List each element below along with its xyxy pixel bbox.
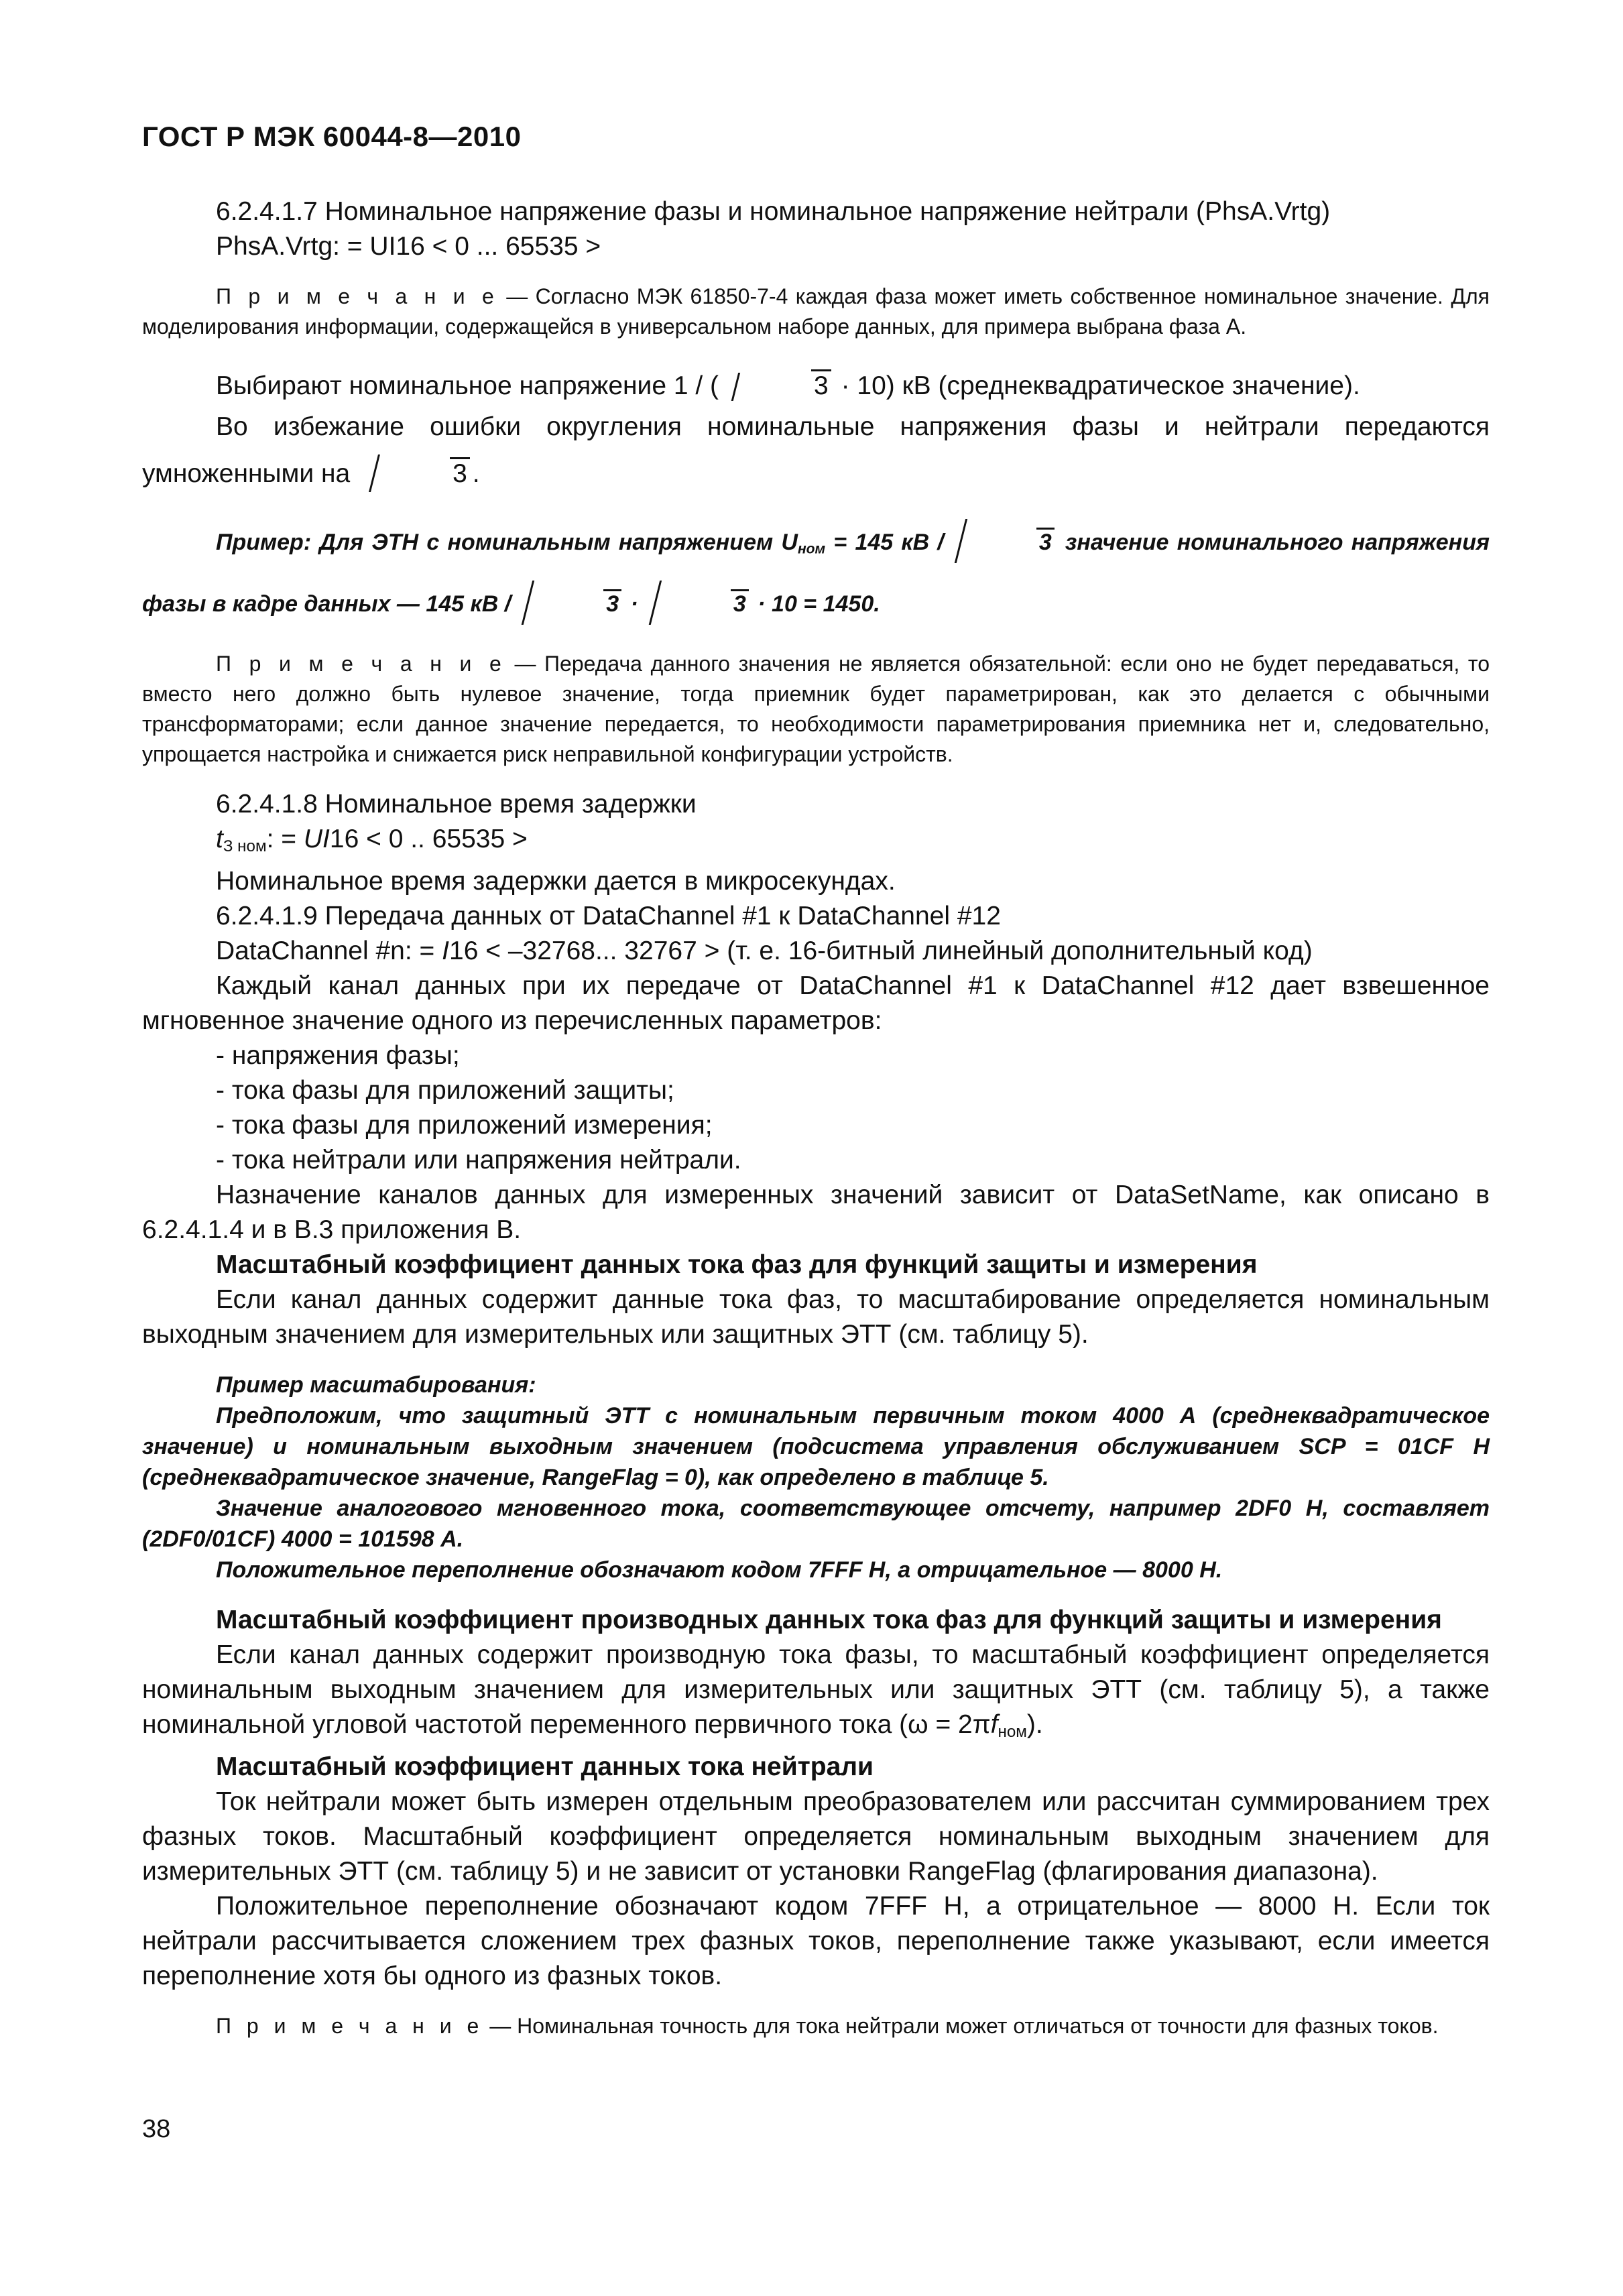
subscript: З ном: [223, 837, 267, 856]
text-run: Выбирают номинальное напряжение 1 / (: [216, 371, 719, 400]
example-scaling-p2: Значение аналогового мгновенного тока, соответствующее отсчету, например 2DF0 H, составляет (2DF0/01CF) 4000 = 101598 А.: [142, 1496, 1490, 1553]
note-label: П р и м е ч а н и е: [216, 284, 499, 308]
scale-derivative-text: [142, 1638, 1490, 1750]
text-run: I: [442, 936, 449, 966]
text-run: t: [216, 825, 223, 854]
text-run: Во избежание ошибки округления номинальные напряжения фазы и нейтрали передаются умноженными на: [142, 412, 1490, 488]
subscript: ном: [998, 1723, 1027, 1742]
text-run: ).: [1026, 1710, 1043, 1740]
list-item: - тока фазы для приложений измерения;: [216, 1111, 713, 1140]
text-run: ·: [624, 591, 638, 617]
sqrt-symbol: [641, 577, 749, 631]
sqrt-radicand: 3: [1036, 528, 1055, 555]
example-scaling-title: Пример масштабирования:: [216, 1372, 536, 1398]
text-run: f: [990, 1710, 998, 1740]
text-run: значение номинального напряжения фазы в кадре данных — 145 кВ /: [142, 530, 1490, 617]
section-title-6-2-4-1-9: 6.2.4.1.9 Передача данных от DataChannel #1 к DataChannel #12: [216, 902, 1001, 931]
datachannel-description: Каждый канал данных при их передаче от DataChannel #1 к DataChannel #12 дает взвешенное мгновенное значение одного из перечисленных параметров:: [142, 971, 1490, 1036]
text-run: 16 < 0 .. 65535 >: [329, 825, 528, 854]
section-title-6-2-4-1-8: 6.2.4.1.8 Номинальное время задержки: [216, 790, 697, 819]
paragraph-nominal-voltage: [142, 369, 1490, 404]
note-text: — Передача данного значения не является обязательной: если оно не будет передаваться, то вместо него должно быть нулевое значение, тогда приемник будет параметрирован, как это делается с обычными трансформаторами; если данное значение передается, то необходимости параметрирования приемника нет и, следовательно, упрощается настройка и снижается риск неправильной конфигурации устройств.: [142, 652, 1490, 767]
example-scaling-p3: Положительное переполнение обозначают кодом 7FFF H, а отрицательное — 8000 H.: [216, 1557, 1223, 1583]
sqrt-radicand: 3: [811, 369, 831, 400]
channel-assignment: Назначение каналов данных для измеренных значений зависит от DataSetName, как описано в 6.2.4.1.4 и в В.3 приложения В.: [142, 1181, 1490, 1245]
text-run: Пример: Для ЭТН с номинальным напряжением U: [216, 530, 798, 555]
note-text: — Номинальная точность для тока нейтрали может отличаться от точности для фазных токов.: [483, 2014, 1439, 2039]
text-run: .: [472, 459, 480, 488]
list-item: - тока нейтрали или напряжения нейтрали.: [216, 1146, 741, 1175]
note-3: [142, 2011, 1490, 2041]
sqrt-symbol: [514, 577, 621, 631]
heading-scale-neutral: Масштабный коэффициент данных тока нейтрали: [216, 1752, 874, 1782]
scale-phase-text: Если канал данных содержит данные тока фаз, то масштабирование определяется номинальным выходным значением для измерительных или защитных ЭТТ (см. таблицу 5).: [142, 1285, 1490, 1349]
text-run: : =: [266, 825, 304, 854]
scale-neutral-text-1: Ток нейтрали может быть измерен отдельным преобразователем или рассчитан суммированием трех фазных токов. Масштабный коэффициент определяется номинальным выходным значением для измерительных ЭТТ (см. таблицу 5) и не зависит от установки RangeFlag (флагирования диапазона).: [142, 1787, 1490, 1886]
note-2: [142, 649, 1490, 770]
note-text: — Согласно МЭК 61850-7-4 каждая фаза может иметь собственное номинальное значение. Для моделирования информации, содержащейся в универсальном наборе данных, для примера выбрана фаза А.: [142, 284, 1490, 339]
list-item: - тока фазы для приложений защиты;: [216, 1076, 674, 1105]
paragraph-rounding: [142, 404, 1490, 497]
subscript: ном: [797, 541, 826, 557]
sqrt-symbol: [360, 450, 470, 497]
page-content: [142, 194, 1490, 2041]
delay-description: Номинальное время задержки дается в микросекундах.: [216, 867, 896, 896]
example-scaling-p1: Предположим, что защитный ЭТТ с номинальным первичным током 4000 А (среднеквадратическое значение) и номинальным выходным значением (подсистема управления обслуживанием SCP = 01CF H (среднеквадратическое значение, RangeFlag = 0), как определено в таблице 5.: [142, 1403, 1490, 1491]
page-number: 38: [142, 2115, 171, 2143]
sqrt-symbol: [721, 369, 831, 404]
formula-phsa-vrtg: PhsA.Vrtg: = UI16 < 0 ... 65535 >: [216, 232, 601, 261]
text-run: · 10) кВ (среднеквадратическое значение).: [833, 371, 1360, 400]
heading-scale-phase: Масштабный коэффициент данных тока фаз для функций защиты и измерения: [216, 1250, 1258, 1280]
text-run: DataChannel #n: =: [216, 936, 442, 966]
text-run: 16 < –32768... 32767 > (т. е. 16-битный линейный дополнительный код): [449, 936, 1313, 966]
sqrt-symbol: [947, 515, 1055, 570]
note-label: П р и м е ч а н и е: [216, 652, 506, 676]
sqrt-radicand: 3: [603, 589, 621, 617]
text-run: · 10 = 1450.: [751, 591, 880, 617]
text-run: Если канал данных содержит производную тока фазы, то масштабный коэффициент определяется номинальным выходным значением для измерительных или защитных ЭТТ (см. таблицу 5), а также номинальной угловой частотой переменного первичного тока (ω = 2π: [142, 1640, 1490, 1740]
sqrt-radicand: 3: [450, 457, 470, 488]
formula-datachannel: [142, 934, 1490, 969]
example-voltage: [142, 515, 1490, 631]
text-run: UI: [303, 825, 330, 854]
heading-scale-derivative: Масштабный коэффициент производных данных тока фаз для функций защиты и измерения: [216, 1606, 1442, 1635]
sqrt-radicand: 3: [731, 589, 749, 617]
standard-header: ГОСТ Р МЭК 60044-8—2010: [142, 121, 522, 152]
section-title-6-2-4-1-7: 6.2.4.1.7 Номинальное напряжение фазы и номинальное напряжение нейтрали (PhsA.Vrtg): [216, 197, 1331, 226]
note-1: [142, 282, 1490, 342]
list-item: - напряжения фазы;: [216, 1041, 460, 1071]
text-run: = 145 кВ /: [825, 530, 944, 555]
formula-delay: [142, 822, 1490, 864]
note-label: П р и м е ч а н и е: [216, 2014, 484, 2039]
scale-neutral-text-2: Положительное переполнение обозначают кодом 7FFF H, а отрицательное — 8000 H. Если ток нейтрали рассчитывается сложением трех фазных токов, переполнение также указывают, если имеется переполнение хотя бы одного из фазных токов.: [142, 1892, 1490, 1991]
